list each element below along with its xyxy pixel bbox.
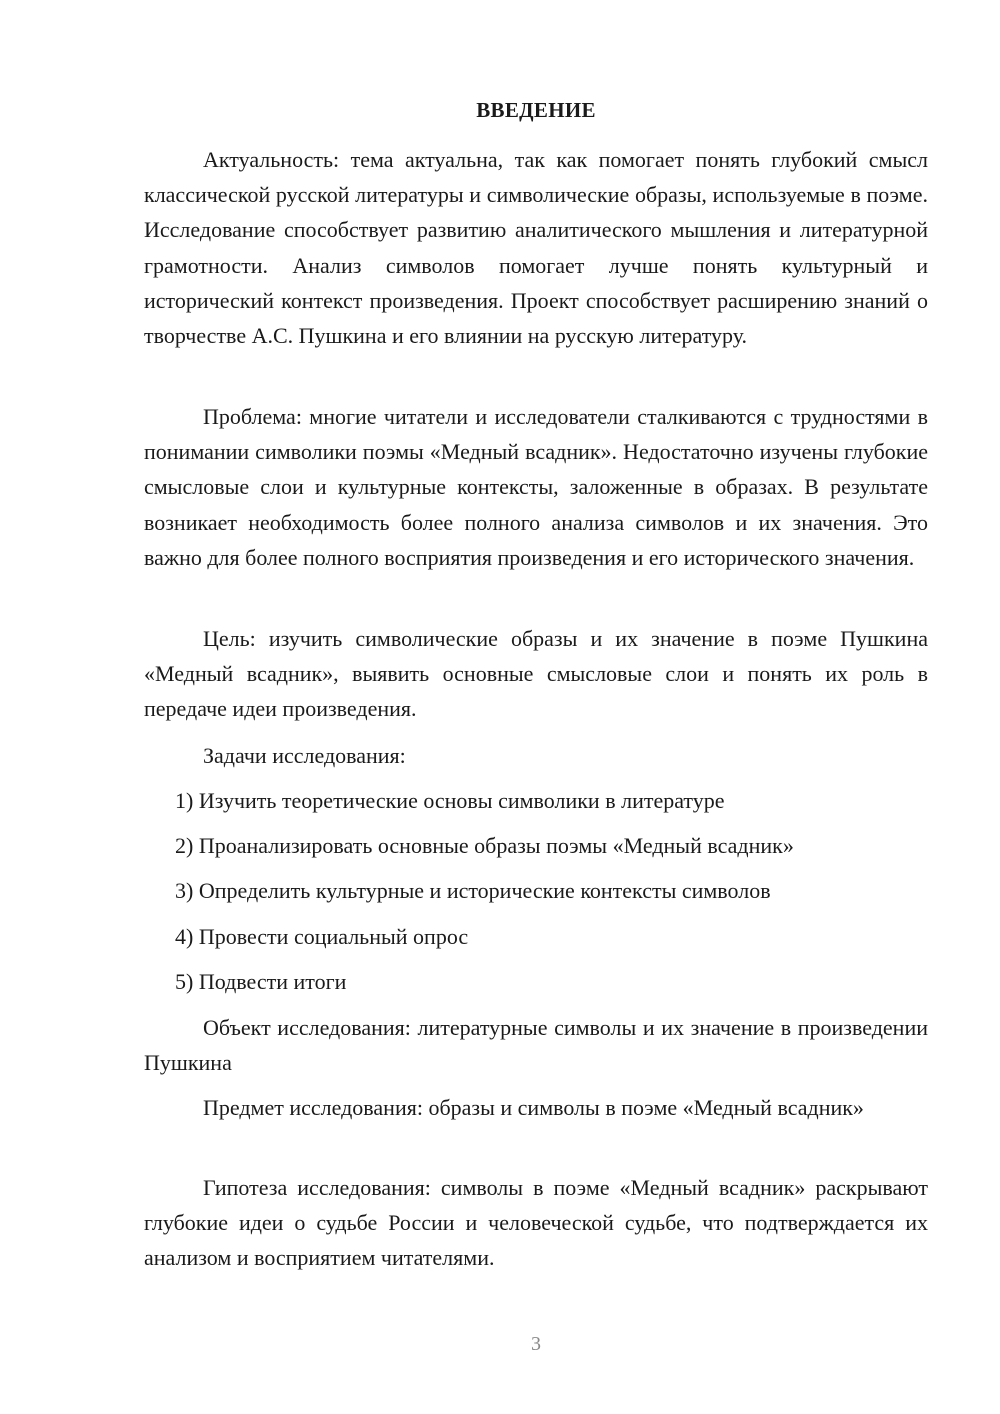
problem-paragraph: Проблема: многие читатели и исследователи сталкиваются с трудностями в понимании символики поэмы «Медный всадник». Недостаточно изучены глубокие смысловые слои и культурные контексты, заложенные в образах. В результате возникает необходимость более полного анализа символов и их значения. Это важно для более полного восприятия произведения и его исторического значения. bbox=[144, 404, 928, 570]
hypothesis-paragraph-block bbox=[144, 1170, 928, 1276]
relevance-paragraph: Актуальность: тема актуальна, так как помогает понять глубокий смысл классической русской литературы и символические образы, используемые в поэме. Исследование способствует развитию аналитического мышления и литературной грамотности. Анализ символов помогает лучше понять культурный и исторический контекст произведения. Проект способствует расширению знаний о творчестве А.С. Пушкина и его влиянии на русскую литературу. bbox=[144, 147, 928, 349]
object-paragraph: Объект исследования: литературные символы и их значение в произведении Пушкина bbox=[144, 1015, 928, 1076]
subject-paragraph-block bbox=[144, 1090, 928, 1125]
object-paragraph-block bbox=[144, 1010, 928, 1080]
problem-paragraph-block bbox=[144, 399, 928, 575]
relevance-paragraph-block bbox=[144, 142, 928, 353]
task-item: 1) Изучить теоретические основы символики в литературе bbox=[175, 788, 725, 813]
section-heading: ВВЕДЕНИЕ bbox=[476, 98, 596, 122]
goal-paragraph-block bbox=[144, 621, 928, 727]
task-item: 3) Определить культурные и исторические контексты символов bbox=[175, 878, 771, 903]
task-item: 5) Подвести итоги bbox=[175, 969, 347, 994]
tasks-heading: Задачи исследования: bbox=[203, 743, 406, 768]
goal-paragraph: Цель: изучить символические образы и их значение в поэме Пушкина «Медный всадник», выявить основные смысловые слои и понять их роль в передаче идеи произведения. bbox=[144, 626, 928, 722]
task-item: 2) Проанализировать основные образы поэмы «Медный всадник» bbox=[175, 833, 794, 858]
task-item: 4) Провести социальный опрос bbox=[175, 924, 469, 949]
hypothesis-paragraph: Гипотеза исследования: символы в поэме «Медный всадник» раскрывают глубокие идеи о судьбе России и человеческой судьбе, что подтверждается их анализом и восприятием читателями. bbox=[144, 1175, 928, 1271]
subject-paragraph: Предмет исследования: образы и символы в поэме «Медный всадник» bbox=[203, 1095, 864, 1120]
page-number: 3 bbox=[531, 1333, 541, 1355]
